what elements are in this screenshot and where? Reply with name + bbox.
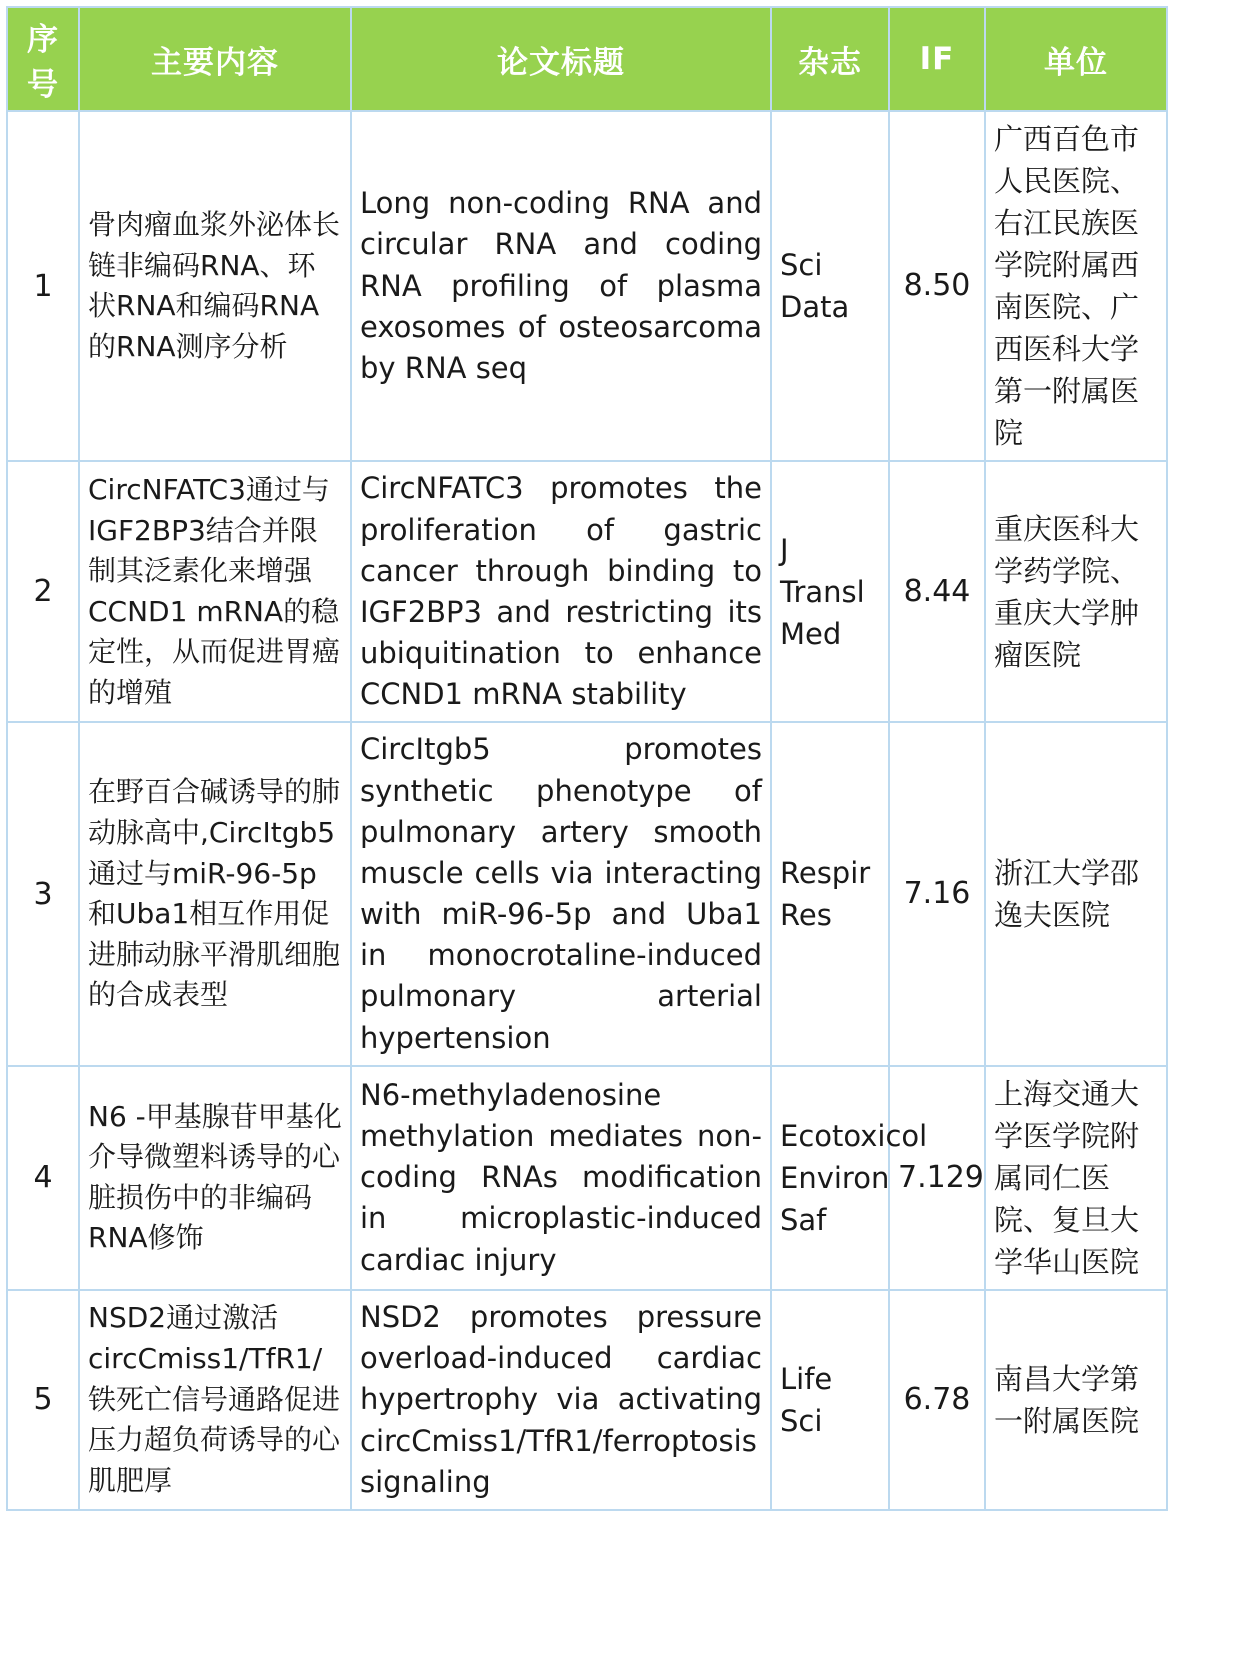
cell-if: 7.16: [889, 722, 985, 1065]
cell-organization: 南昌大学第一附属医院: [985, 1290, 1167, 1510]
cell-organization: 上海交通大学医学院附属同仁医院、复旦大学华山医院: [985, 1066, 1167, 1290]
cell-topic: 骨肉瘤血浆外泌体长链非编码RNA、环状RNA和编码RNA的RNA测序分析: [79, 111, 351, 461]
cell-title: N6-methyladenosine methylation mediates non-coding RNAs modification in microplastic-induced cardiac injury: [351, 1066, 771, 1290]
cell-organization: 重庆医科大学药学院、重庆大学肿瘤医院: [985, 461, 1167, 722]
cell-topic: 在野百合碱诱导的肺动脉高中,CircItgb5通过与miR-96-5p和Uba1相互作用促进肺动脉平滑肌细胞的合成表型: [79, 722, 351, 1065]
paper-table-container: [6, 6, 1166, 1511]
column-header-title: 论文标题: [351, 7, 771, 111]
cell-title: CircItgb5 promotes synthetic phenotype of pulmonary artery smooth muscle cells via interacting with miR-96-5p and Uba1 in monocrotaline-induced pulmonary arterial hypertension: [351, 722, 771, 1065]
cell-journal: Life Sci: [771, 1290, 889, 1510]
cell-index: 4: [7, 1066, 79, 1290]
cell-topic: N6 -甲基腺苷甲基化介导微塑料诱导的心脏损伤中的非编码RNA修饰: [79, 1066, 351, 1290]
cell-if: 8.50: [889, 111, 985, 461]
table-header: [7, 7, 1167, 111]
cell-journal: Sci Data: [771, 111, 889, 461]
cell-topic: NSD2通过激活circCmiss1/TfR1/铁死亡信号通路促进压力超负荷诱导的心肌肥厚: [79, 1290, 351, 1510]
cell-index: 1: [7, 111, 79, 461]
table-body: [7, 111, 1167, 1510]
column-header-organization: 单位: [985, 7, 1167, 111]
cell-if: 7.129: [889, 1066, 985, 1290]
cell-organization: 浙江大学邵逸夫医院: [985, 722, 1167, 1065]
cell-title: Long non-coding RNA and circular RNA and coding RNA profiling of plasma exosomes of osteosarcoma by RNA seq: [351, 111, 771, 461]
column-header-topic: 主要内容: [79, 7, 351, 111]
table-row: [7, 461, 1167, 722]
cell-journal: Respir Res: [771, 722, 889, 1065]
paper-table: [6, 6, 1168, 1511]
cell-index: 3: [7, 722, 79, 1065]
column-header-journal: 杂志: [771, 7, 889, 111]
cell-title: NSD2 promotes pressure overload-induced cardiac hypertrophy via activating circCmiss1/TfR1/ferroptosis signaling: [351, 1290, 771, 1510]
cell-index: 2: [7, 461, 79, 722]
cell-topic: CircNFATC3通过与IGF2BP3结合并限制其泛素化来增强CCND1 mRNA的稳定性，从而促进胃癌的增殖: [79, 461, 351, 722]
table-row: [7, 722, 1167, 1065]
table-row: [7, 1066, 1167, 1290]
cell-organization: 广西百色市人民医院、右江民族医学院附属西南医院、广西医科大学第一附属医院: [985, 111, 1167, 461]
table-row: [7, 1290, 1167, 1510]
cell-title: CircNFATC3 promotes the proliferation of gastric cancer through binding to IGF2BP3 and restricting its ubiquitination to enhance CCND1 mRNA stability: [351, 461, 771, 722]
cell-index: 5: [7, 1290, 79, 1510]
cell-if: 6.78: [889, 1290, 985, 1510]
cell-if: 8.44: [889, 461, 985, 722]
column-header-index: 序号: [7, 7, 79, 111]
header-row: [7, 7, 1167, 111]
column-header-if: IF: [889, 7, 985, 111]
table-row: [7, 111, 1167, 461]
cell-journal: Ecotoxicol Environ Saf: [771, 1066, 889, 1290]
cell-journal: J Transl Med: [771, 461, 889, 722]
